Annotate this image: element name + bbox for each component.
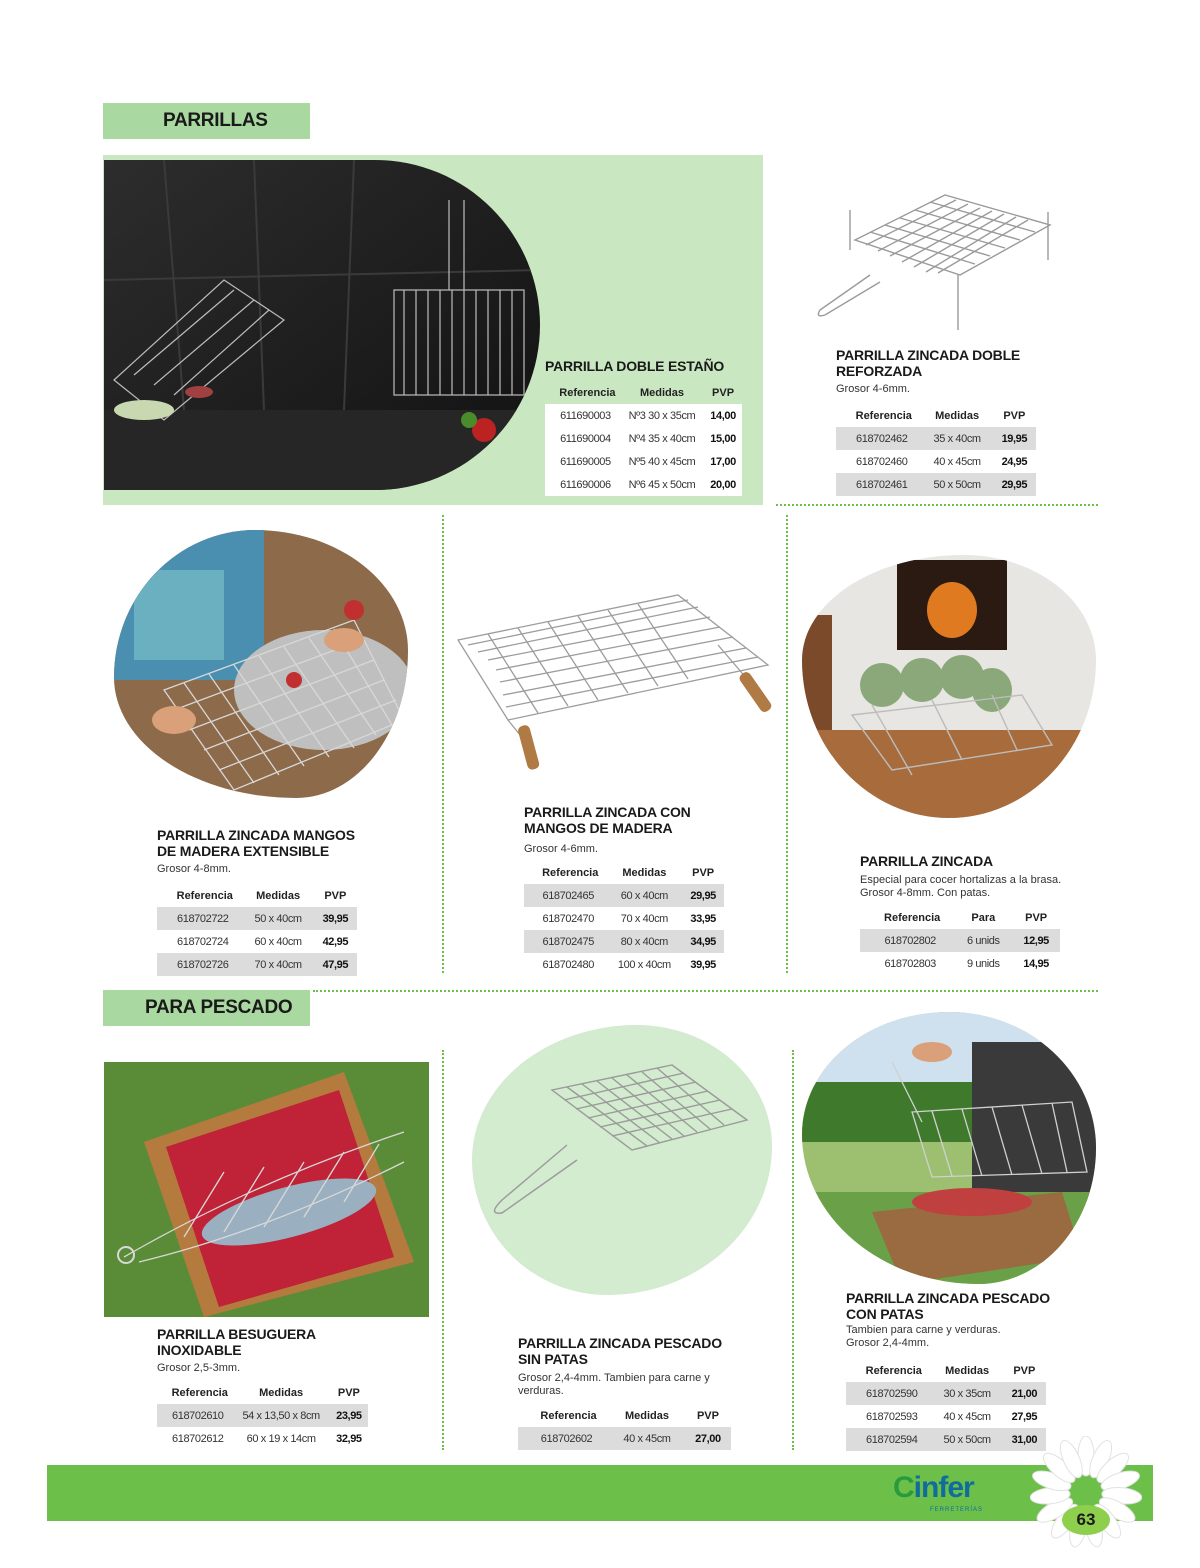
photo-besuguera <box>104 1062 429 1317</box>
desc-zincada-doble-reforzada: Grosor 4-6mm. <box>836 383 910 395</box>
table-zincada: Referencia Para PVP 618702802 6 unids 12,95 618702803 9 unids 14,95 <box>860 906 1060 975</box>
separator <box>792 1050 794 1450</box>
table-pescado-sin-patas: Referencia Medidas PVP 618702602 40 x 45cm 27,00 <box>518 1404 731 1450</box>
table-row: 611690005 Nº5 40 x 45cm 17,00 <box>545 450 742 473</box>
desc-zincada-mangos: Grosor 4-6mm. <box>524 843 598 855</box>
table-row: 618702802 6 unids 12,95 <box>860 929 1060 952</box>
section-tag-para-pescado <box>103 990 310 1026</box>
brand-subtitle: FERRETERÍAS <box>930 1507 984 1513</box>
section-tag-parrillas <box>103 103 310 139</box>
table-row: 611690003 Nº3 30 x 35cm 14,00 <box>545 404 742 427</box>
table-row: 618702594 50 x 50cm 31,00 <box>846 1428 1046 1451</box>
col-ref: Referencia <box>559 386 616 399</box>
table-row: 618702724 60 x 40cm 42,95 <box>177 935 349 948</box>
photo-pescado-con-patas <box>802 1012 1096 1284</box>
desc-mangos-extensible: Grosor 4-8mm. <box>157 863 231 875</box>
table-row: 618702803 9 unids 14,95 <box>884 957 1049 970</box>
page-number: 63 <box>1062 1505 1110 1535</box>
table-doble-estano <box>545 381 742 496</box>
desc-pescado-con-patas: Tambien para carne y verduras. Grosor 2,4-4mm. <box>846 1324 1001 1349</box>
desc-besuguera: Grosor 2,5-3mm. <box>157 1362 241 1374</box>
footer-bar <box>47 1465 1153 1521</box>
table-row: 618702722 50 x 40cm 39,95 <box>157 907 357 930</box>
table-row: 618702475 80 x 40cm 34,95 <box>524 930 724 953</box>
title-mangos-extensible: PARRILLA ZINCADA MANGOS DE MADERA EXTENSIBLE <box>157 827 355 859</box>
table-row: 618702480 100 x 40cm 39,95 <box>542 958 716 971</box>
brand-logo: Cinfer <box>893 1471 974 1504</box>
col-medidas: Medidas <box>639 386 684 399</box>
photo-zincada <box>802 555 1096 818</box>
table-row: 618702470 70 x 40cm 33,95 <box>542 912 716 925</box>
desc-pescado-sin-patas: Grosor 2,4-4mm. Tambien para carne y verduras. <box>518 1372 710 1397</box>
title-doble-estano: PARRILLA DOBLE ESTAÑO <box>545 358 725 374</box>
separator <box>786 515 788 973</box>
separator <box>776 504 1098 506</box>
photo-doble-estano <box>104 160 540 490</box>
title-zincada: PARRILLA ZINCADA <box>860 853 993 869</box>
table-mangos-extensible: Referencia Medidas PVP 618702722 50 x 40cm 39,95 618702724 60 x 40cm 42,95 618702726 70 x 40cm 47,95 <box>157 884 357 976</box>
table-row: 618702602 40 x 45cm 27,00 <box>518 1427 731 1450</box>
title-besuguera: PARRILLA BESUGUERA INOXIDABLE <box>157 1326 316 1358</box>
table-row: 618702593 40 x 45cm 27,95 <box>866 1410 1038 1423</box>
table-row: 618702610 54 x 13,50 x 8cm 23,95 <box>157 1404 368 1427</box>
table-row: 618702590 30 x 35cm 21,00 <box>846 1382 1046 1405</box>
title-zincada-mangos: PARRILLA ZINCADA CON MANGOS DE MADERA <box>524 804 691 836</box>
table-pescado-con-patas: Referencia Medidas PVP 618702590 30 x 35cm 21,00 618702593 40 x 45cm 27,95 618702594 50 x 50cm 31,00 <box>846 1359 1046 1451</box>
separator <box>442 515 444 973</box>
table-row: 618702612 60 x 19 x 14cm 32,95 <box>172 1432 362 1445</box>
photo-pescado-sin-patas <box>472 1025 772 1295</box>
table-row: 611690006 Nº6 45 x 50cm 20,00 <box>545 473 742 496</box>
title-zincada-doble-reforzada: PARRILLA ZINCADA DOBLE REFORZADA <box>836 347 1021 379</box>
separator <box>442 1050 444 1450</box>
table-row: 618702462 35 x 40cm 19,95 <box>836 427 1036 450</box>
col-pvp: PVP <box>712 386 735 399</box>
title-pescado-con-patas: PARRILLA ZINCADA PESCADO CON PATAS <box>846 1290 1050 1322</box>
table-besuguera: Referencia Medidas PVP 618702610 54 x 13,50 x 8cm 23,95 618702612 60 x 19 x 14cm 32,95 <box>157 1381 368 1450</box>
table-zincada-doble-reforzada: Referencia Medidas PVP 618702462 35 x 40cm 19,95 618702460 40 x 45cm 24,95 618702461 50 x 50cm 29,95 <box>836 404 1036 496</box>
photo-zincada-doble-reforzada <box>810 180 1060 340</box>
section-title: PARA PESCADO <box>145 997 293 1018</box>
photo-mangos-extensible <box>114 530 408 798</box>
title-pescado-sin-patas: PARRILLA ZINCADA PESCADO SIN PATAS <box>518 1335 722 1367</box>
table-zincada-mangos: Referencia Medidas PVP 618702465 60 x 40cm 29,95 618702470 70 x 40cm 33,95 618702475 80 x 40cm 34,95 618702480 100 x 40cm 39,95 <box>524 861 724 976</box>
table-row: 618702726 70 x 40cm 47,95 <box>157 953 357 976</box>
desc-zincada: Especial para cocer hortalizas a la brasa. Grosor 4-8mm. Con patas. <box>860 874 1062 899</box>
table-row: 618702460 40 x 45cm 24,95 <box>856 455 1028 468</box>
table-row: 618702461 50 x 50cm 29,95 <box>836 473 1036 496</box>
photo-zincada-mangos <box>448 585 783 780</box>
table-row: 618702465 60 x 40cm 29,95 <box>524 884 724 907</box>
separator <box>313 990 1098 992</box>
table-row: 611690004 Nº4 35 x 40cm 15,00 <box>545 427 742 450</box>
section-title: PARRILLAS <box>163 110 268 131</box>
